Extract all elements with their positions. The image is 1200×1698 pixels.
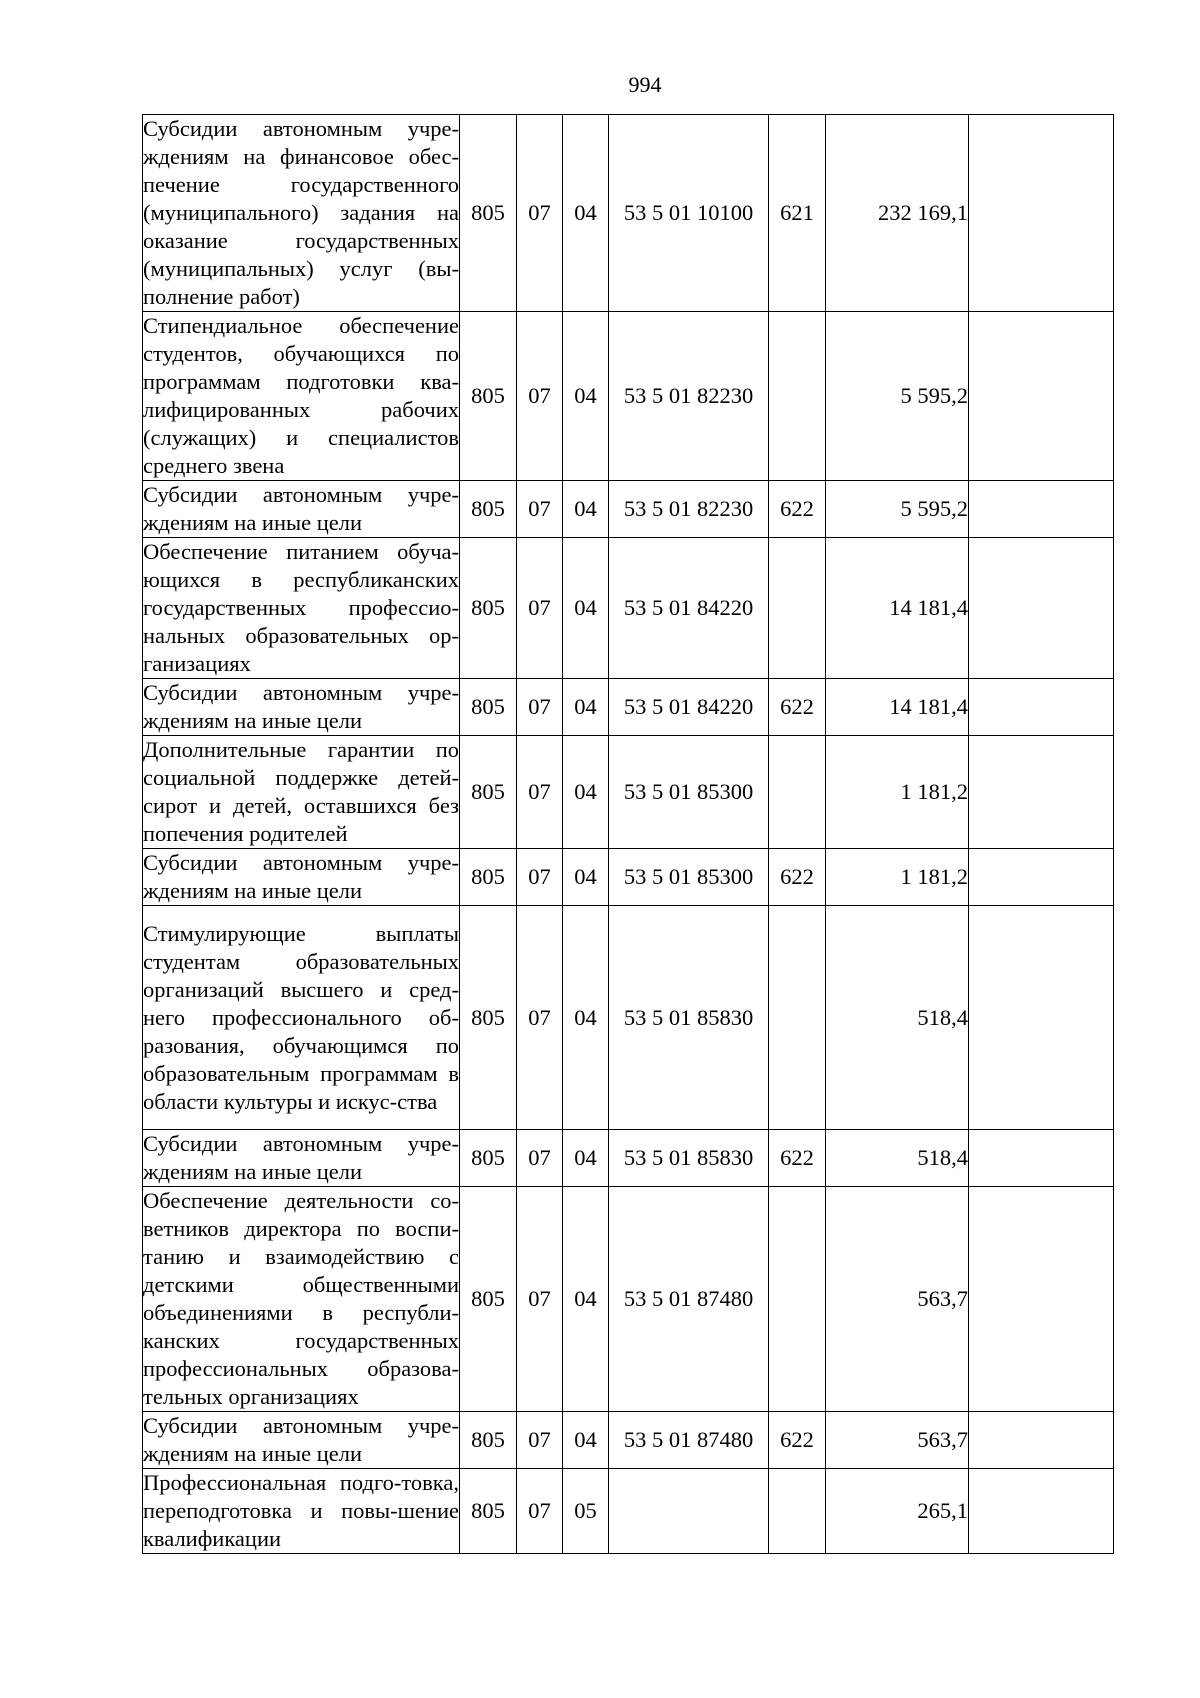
subsection-code: 04 bbox=[563, 312, 609, 481]
extra-cell bbox=[969, 312, 1114, 481]
section-code: 07 bbox=[517, 538, 563, 679]
table-row bbox=[143, 679, 1114, 736]
target-article-code: 53 5 01 84220 bbox=[609, 679, 769, 736]
admin-code: 805 bbox=[460, 1130, 517, 1187]
section-code: 07 bbox=[517, 679, 563, 736]
table-row bbox=[143, 906, 1114, 1130]
admin-code: 805 bbox=[460, 312, 517, 481]
section-code: 07 bbox=[517, 1469, 563, 1554]
subsection-code: 04 bbox=[563, 1412, 609, 1469]
item-name: Субсидии автономным учре-ждениям на иные цели bbox=[143, 481, 460, 538]
section-code: 07 bbox=[517, 1187, 563, 1412]
section-code: 07 bbox=[517, 849, 563, 906]
table-row bbox=[143, 1130, 1114, 1187]
expense-type-code: 621 bbox=[769, 115, 826, 312]
extra-cell bbox=[969, 1187, 1114, 1412]
target-article-code: 53 5 01 84220 bbox=[609, 538, 769, 679]
subsection-code: 05 bbox=[563, 1469, 609, 1554]
section-code: 07 bbox=[517, 1412, 563, 1469]
expense-type-code bbox=[769, 538, 826, 679]
extra-cell bbox=[969, 906, 1114, 1130]
admin-code: 805 bbox=[460, 679, 517, 736]
section-code: 07 bbox=[517, 1130, 563, 1187]
item-name: Профессиональная подго-товка, переподготовка и повы-шение квалификации bbox=[143, 1469, 460, 1554]
target-article-code: 53 5 01 87480 bbox=[609, 1187, 769, 1412]
extra-cell bbox=[969, 849, 1114, 906]
item-name: Обеспечение деятельности со-ветников директора по воспи-танию и взаимодействию с детскими общественными объединениями в республи-канских государственных профессиональных образова-тельных организациях bbox=[143, 1187, 460, 1412]
item-name: Субсидии автономным учре-ждениям на иные цели bbox=[143, 1412, 460, 1469]
target-article-code: 53 5 01 85300 bbox=[609, 736, 769, 849]
section-code: 07 bbox=[517, 906, 563, 1130]
subsection-code: 04 bbox=[563, 538, 609, 679]
target-article-code: 53 5 01 10100 bbox=[609, 115, 769, 312]
page-number: 994 bbox=[628, 72, 662, 97]
budget-table bbox=[142, 114, 1114, 1554]
target-article-code: 53 5 01 82230 bbox=[609, 312, 769, 481]
admin-code: 805 bbox=[460, 736, 517, 849]
table-row bbox=[143, 115, 1114, 312]
admin-code: 805 bbox=[460, 538, 517, 679]
subsection-code: 04 bbox=[563, 1130, 609, 1187]
item-name: Дополнительные гарантии по социальной поддержке детей-сирот и детей, оставшихся без попечения родителей bbox=[143, 736, 460, 849]
amount: 563,7 bbox=[826, 1412, 969, 1469]
subsection-code: 04 bbox=[563, 906, 609, 1130]
target-article-code: 53 5 01 85830 bbox=[609, 906, 769, 1130]
extra-cell bbox=[969, 115, 1114, 312]
admin-code: 805 bbox=[460, 1469, 517, 1554]
amount: 232 169,1 bbox=[826, 115, 969, 312]
admin-code: 805 bbox=[460, 1187, 517, 1412]
expense-type-code bbox=[769, 736, 826, 849]
subsection-code: 04 bbox=[563, 679, 609, 736]
expense-type-code bbox=[769, 906, 826, 1130]
item-name: Обеспечение питанием обуча-ющихся в республиканских государственных профессио-нальных образовательных ор-ганизациях bbox=[143, 538, 460, 679]
amount: 14 181,4 bbox=[826, 538, 969, 679]
target-article-code bbox=[609, 1469, 769, 1554]
extra-cell bbox=[969, 679, 1114, 736]
amount: 563,7 bbox=[826, 1187, 969, 1412]
extra-cell bbox=[969, 1130, 1114, 1187]
table-row bbox=[143, 1469, 1114, 1554]
section-code: 07 bbox=[517, 736, 563, 849]
table-row bbox=[143, 481, 1114, 538]
extra-cell bbox=[969, 1412, 1114, 1469]
amount: 518,4 bbox=[826, 1130, 969, 1187]
item-name: Субсидии автономным учре-ждениям на иные цели bbox=[143, 849, 460, 906]
target-article-code: 53 5 01 85830 bbox=[609, 1130, 769, 1187]
extra-cell bbox=[969, 481, 1114, 538]
expense-type-code bbox=[769, 1469, 826, 1554]
subsection-code: 04 bbox=[563, 849, 609, 906]
admin-code: 805 bbox=[460, 481, 517, 538]
target-article-code: 53 5 01 82230 bbox=[609, 481, 769, 538]
extra-cell bbox=[969, 1469, 1114, 1554]
item-name: Субсидии автономным учре-ждениям на иные цели bbox=[143, 679, 460, 736]
target-article-code: 53 5 01 85300 bbox=[609, 849, 769, 906]
expense-type-code: 622 bbox=[769, 679, 826, 736]
expense-type-code: 622 bbox=[769, 849, 826, 906]
amount: 518,4 bbox=[826, 906, 969, 1130]
table-row bbox=[143, 312, 1114, 481]
subsection-code: 04 bbox=[563, 1187, 609, 1412]
subsection-code: 04 bbox=[563, 115, 609, 312]
table-row bbox=[143, 736, 1114, 849]
target-article-code: 53 5 01 87480 bbox=[609, 1412, 769, 1469]
amount: 1 181,2 bbox=[826, 736, 969, 849]
expense-type-code bbox=[769, 1187, 826, 1412]
expense-type-code bbox=[769, 312, 826, 481]
subsection-code: 04 bbox=[563, 481, 609, 538]
table-body bbox=[143, 115, 1114, 1554]
table-row bbox=[143, 1187, 1114, 1412]
item-name: Субсидии автономным учре-ждениям на иные цели bbox=[143, 1130, 460, 1187]
table-row bbox=[143, 1412, 1114, 1469]
expense-type-code: 622 bbox=[769, 1412, 826, 1469]
extra-cell bbox=[969, 736, 1114, 849]
subsection-code: 04 bbox=[563, 736, 609, 849]
item-name: Стипендиальное обеспечение студентов, обучающихся по программам подготовки ква-лифицированных рабочих (служащих) и специалистов среднего звена bbox=[143, 312, 460, 481]
extra-cell bbox=[969, 538, 1114, 679]
section-code: 07 bbox=[517, 115, 563, 312]
amount: 14 181,4 bbox=[826, 679, 969, 736]
admin-code: 805 bbox=[460, 849, 517, 906]
expense-type-code: 622 bbox=[769, 1130, 826, 1187]
section-code: 07 bbox=[517, 481, 563, 538]
table-row bbox=[143, 849, 1114, 906]
amount: 265,1 bbox=[826, 1469, 969, 1554]
amount: 5 595,2 bbox=[826, 312, 969, 481]
amount: 5 595,2 bbox=[826, 481, 969, 538]
table-row bbox=[143, 538, 1114, 679]
admin-code: 805 bbox=[460, 115, 517, 312]
admin-code: 805 bbox=[460, 906, 517, 1130]
admin-code: 805 bbox=[460, 1412, 517, 1469]
section-code: 07 bbox=[517, 312, 563, 481]
item-name: Субсидии автономным учре-ждениям на финансовое обес-печение государственного (муниципального) задания на оказание государственных (муниципальных) услуг (вы-полнение работ) bbox=[143, 115, 460, 312]
item-name: Стимулирующие выплаты студентам образовательных организаций высшего и сред-него профессионального об-разования, обучающимся по образовательным программам в области культуры и искус-ства bbox=[143, 906, 460, 1130]
amount: 1 181,2 bbox=[826, 849, 969, 906]
expense-type-code: 622 bbox=[769, 481, 826, 538]
